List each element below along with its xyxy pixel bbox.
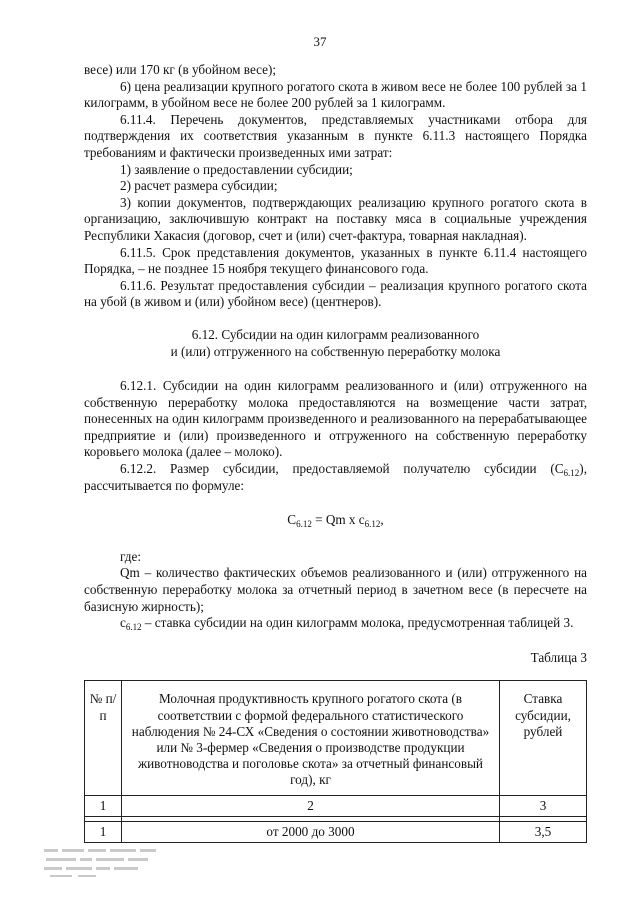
subscript: 6.12 [125,622,142,633]
table-header-row [85,681,587,795]
text: ), рассчитывается по формуле: [84,461,587,493]
paragraph: 6.12.1. Субсидии на один килограмм реализованного и (или) отгруженного на собственную переработку молока предоставляются на возмещение части затрат, понесенных на один килограмм произведенного и реализованного на перерабатывающее предприятие и (или) произведенного и отгруженного на собственную переработку коровьего молока (далее – молоко). [84,378,587,460]
list-item: 3) копии документов, подтверждающих реализацию крупного рогатого скота в организацию, заключившую контракт на поставку мяса в социальные учреждения Республики Хакасия (договор, счет и (или) счет-фактура, товарная накладная). [84,194,587,243]
paragraph [84,615,587,632]
section-title-line1: 6.12. Субсидии на один килограмм реализованного [191,326,480,342]
document-body [84,62,587,843]
section-title [84,327,587,360]
formula-end: , [380,512,384,528]
header-cell: № п/п [85,681,122,795]
header-cell: Молочная продуктивность крупного рогатого скота (в соответствии с формой федерального статистического наблюдения № 24-СХ «Сведения о состоянии животноводства» или № 3-фермер «Сведения о производстве продукции животноводства и поголовье скота» за отчетный финансовый год), кг [122,681,500,795]
formula-symbol: С [287,512,297,528]
table-cell: 3,5 [500,821,587,842]
text: 6.12.2. Размер субсидии, предоставляемой получателю субсидии (С [120,461,564,477]
rates-table [84,680,587,843]
formula [84,512,587,529]
table-cell: от 2000 до 3000 [122,821,500,842]
paragraph: 6.11.4. Перечень документов, представляемых участниками отбора для подтверждения их соответствия указанным в пункте 6.11.3 настоящего Порядка требованиям и фактически произведенных ими затрат: [84,111,587,160]
text: – ставка субсидии на один килограмм молока, предусмотренная таблицей 3. [141,615,574,631]
paragraph: 6.11.5. Срок представления документов, указанных в пункте 6.11.4 настоящего Порядка, – не позднее 15 ноября текущего финансового года. [84,244,587,277]
table-cell: 1 [85,795,122,816]
formula-middle: = Qm х с [311,512,365,528]
list-item: 2) расчет размера субсидии; [120,178,278,194]
paragraph: Qm – количество фактических объемов реализованного и (или) отгруженного на собственную переработку молока за отчетный период в зачетном весе (в пересчете на базисную жирность); [84,565,587,614]
table-cell: 3 [500,795,587,816]
paragraph: 6) цена реализации крупного рогатого скота в живом весе не более 100 рублей за 1 килограмм, в убойном весе не более 200 рублей за 1 килограмм. [84,78,587,111]
page-number: 37 [313,34,327,49]
table-numbering-row [85,795,587,816]
symbol: с [120,615,126,631]
paragraph [84,461,587,494]
subscript: 6.12 [364,519,381,530]
where-label: где: [120,548,141,564]
subscript: 6.12 [563,468,580,479]
section-title-line2: и (или) отгруженного на собственную переработку молока [170,343,501,359]
list-item: 1) заявление о предоставлении субсидии; [120,161,353,177]
table-cell: 2 [122,795,500,816]
paragraph: весе) или 170 кг (в убойном весе); [84,62,277,77]
header-cell: Ставка субсидии, рублей [500,681,587,795]
paragraph: 6.11.6. Результат предоставления субсидии – реализация крупного рогатого скота на убой (в живом и (или) убойном весе) (центнеров). [84,277,587,310]
subscript: 6.12 [296,519,312,530]
table-caption: Таблица 3 [530,649,587,665]
table-row [85,821,587,842]
table-cell: 1 [85,821,122,842]
faded-stamp-mark [42,846,162,880]
